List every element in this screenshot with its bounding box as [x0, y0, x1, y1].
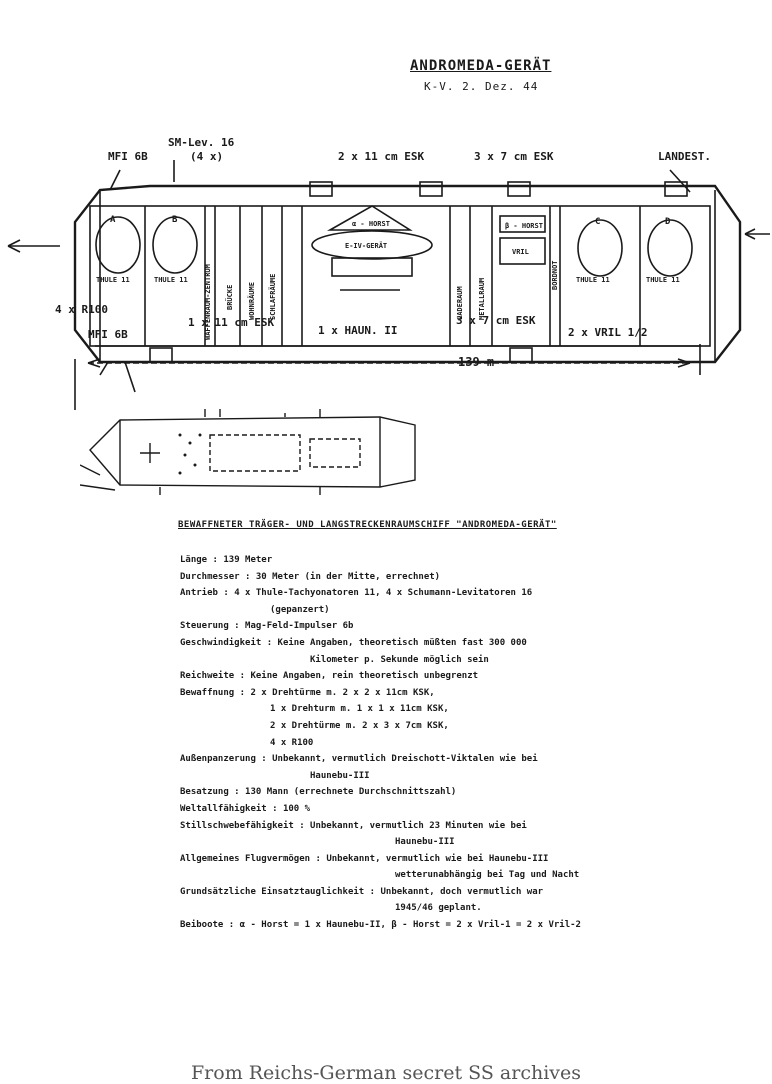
label-hangar-gerat: E-IV-GERÄT: [345, 242, 388, 250]
label-thule-c: C: [595, 217, 601, 227]
spec-value: 30 Meter (in der Mitte, errechnet): [255, 571, 441, 582]
spec-row: [180, 569, 760, 586]
spec-row: [180, 652, 760, 669]
specs-list: [180, 552, 760, 934]
spec-value: 4 x Thule-Tachyonatoren 11, 4 x Schumann-Levitatoren 16: [234, 588, 533, 599]
label-r100: 4 x R100: [55, 303, 108, 316]
label-length: 139 m: [458, 355, 495, 369]
label-thule-d: D: [665, 217, 671, 227]
spec-value: (gepanzert): [270, 604, 330, 615]
spec-value: 100 %: [282, 803, 311, 814]
label-inner-2: WOHNRÄUME: [248, 282, 256, 320]
label-vril: 2 x VRIL 1/2: [568, 326, 648, 339]
label-top-esk-left: 2 x 11 cm ESK: [338, 150, 425, 163]
label-thule-3: THULE 11: [576, 276, 610, 284]
label-haun: 1 x HAUN. II: [318, 324, 398, 337]
spec-row: [180, 668, 760, 685]
spec-value: Unbekannt, doch vermutlich war: [380, 886, 544, 897]
spec-row: [180, 718, 760, 735]
spec-row: [180, 685, 760, 702]
spec-label: Beiboote :: [180, 920, 240, 931]
label-sm-lev-count: (4 x): [190, 150, 224, 163]
label-hangar-horst: α - HORST: [352, 220, 390, 228]
label-inner-4: LADERAUM: [456, 286, 464, 320]
spec-value: Unbekannt, vermutlich 23 Minuten wie bei: [310, 820, 527, 831]
spec-row: [180, 784, 760, 801]
spec-row: [180, 751, 760, 768]
spec-value: 2 x Drehtürme m. 2 x 2 x 11cm KSK,: [250, 687, 435, 698]
spec-value: 139 Meter: [223, 555, 273, 565]
spec-row: [180, 917, 760, 934]
label-right-horst: β - HORST: [505, 222, 543, 230]
specs-title: BEWAFFNETER TRÄGER- UND LANGSTRECKENRAUMSCHIFF "ANDROMEDA-GERÄT": [178, 520, 557, 530]
spec-label: Bewaffnung :: [180, 687, 251, 698]
spec-value: Haunebu-III: [310, 770, 370, 781]
spec-row: [180, 867, 760, 884]
spec-label: Allgemeines Flugvermögen :: [180, 853, 327, 864]
spec-label: Antrieb :: [180, 588, 235, 599]
spec-row: [180, 834, 760, 851]
label-inner-3: SCHLAFRÄUME: [269, 273, 277, 320]
document-title: ANDROMEDA-GERÄT: [410, 58, 552, 74]
spec-row: [180, 851, 760, 868]
spec-label: Stillschwebefähigkeit :: [180, 820, 311, 831]
spec-value: Unbekannt, vermutlich Dreischott-Viktalen wie bei: [272, 754, 538, 765]
label-top-esk-right: 3 x 7 cm ESK: [474, 150, 554, 163]
label-bottom-esk-right: 3 x 7 cm ESK: [456, 314, 536, 327]
spec-row: [180, 768, 760, 785]
spec-value: Keine Angaben, theoretisch müßten fast 300 000: [277, 637, 527, 648]
spec-row: [180, 585, 760, 602]
spec-row: [180, 884, 760, 901]
spec-value: 1945/46 geplant.: [395, 903, 482, 914]
label-right-vril: VRIL: [512, 248, 529, 256]
label-inner-5: METALLRAUM: [478, 277, 486, 320]
spec-label: Durchmesser :: [180, 571, 256, 582]
label-inner-0: WAFFENRAUM-ZENTRUM: [204, 264, 212, 340]
spec-value: Mag-Feld-Impulser 6b: [245, 621, 354, 632]
label-thule-b: B: [172, 215, 178, 225]
label-mfi-bottom: MFI 6B: [88, 328, 128, 341]
spec-row: [180, 635, 760, 652]
ship-top-view: [80, 395, 420, 505]
label-thule-1: THULE 11: [96, 276, 130, 284]
label-inner-6: BORDNOT: [551, 260, 559, 290]
image-caption: From Reichs-German secret SS archives: [190, 1062, 582, 1084]
spec-value: Haunebu-III: [395, 837, 455, 848]
spec-label: Grundsätzliche Einsatztauglichkeit :: [180, 886, 381, 897]
spec-value: Kilometer p. Sekunde möglich sein: [310, 654, 489, 665]
label-thule-4: THULE 11: [646, 276, 680, 284]
spec-value: Keine Angaben, rein theoretisch unbegrenzt: [250, 671, 479, 682]
spec-value: Unbekannt, vermutlich wie bei Haunebu-III: [326, 853, 549, 864]
spec-label: Besatzung :: [180, 787, 246, 798]
spec-label: Geschwindigkeit :: [180, 637, 278, 648]
spec-row: [180, 801, 760, 818]
spec-label: Außenpanzerung :: [180, 754, 273, 765]
spec-label: Weltallfähigkeit :: [180, 803, 283, 814]
label-bottom-esk-left: 1 x 11 cm ESK: [188, 316, 275, 329]
spec-value: 1 x Drehturm m. 1 x 1 x 11cm KSK,: [270, 704, 449, 715]
spec-row: [180, 618, 760, 635]
spec-label: Länge :: [180, 555, 224, 565]
spec-label: Reichweite :: [180, 671, 251, 682]
spec-value: α - Horst = 1 x Haunebu-II, β - Horst = 2 x Vril-1 = 2 x Vril-2: [239, 920, 581, 931]
label-mfi-top: MFI 6B: [108, 150, 148, 163]
spec-value: 4 x R100: [270, 737, 314, 748]
spec-row: [180, 818, 760, 835]
spec-value: 130 Mann (errechnete Durchschnittszahl): [245, 787, 457, 798]
label-landest: LANDEST.: [658, 150, 711, 163]
label-sm-lev: SM-Lev. 16: [168, 136, 235, 149]
spec-row: [180, 701, 760, 718]
document-date: K-V. 2. Dez. 44: [424, 80, 539, 93]
spec-row: [180, 602, 760, 619]
spec-row: [180, 900, 760, 917]
spec-value: wetterunabhängig bei Tag und Nacht: [395, 870, 580, 881]
label-thule-2: THULE 11: [154, 276, 188, 284]
spec-value: 2 x Drehtürme m. 2 x 3 x 7cm KSK,: [270, 720, 449, 731]
spec-row: [180, 552, 760, 569]
spec-row: [180, 735, 760, 752]
label-inner-1: BRÜCKE: [226, 284, 234, 310]
spec-label: Steuerung :: [180, 621, 246, 632]
label-thule-a: A: [110, 215, 116, 225]
